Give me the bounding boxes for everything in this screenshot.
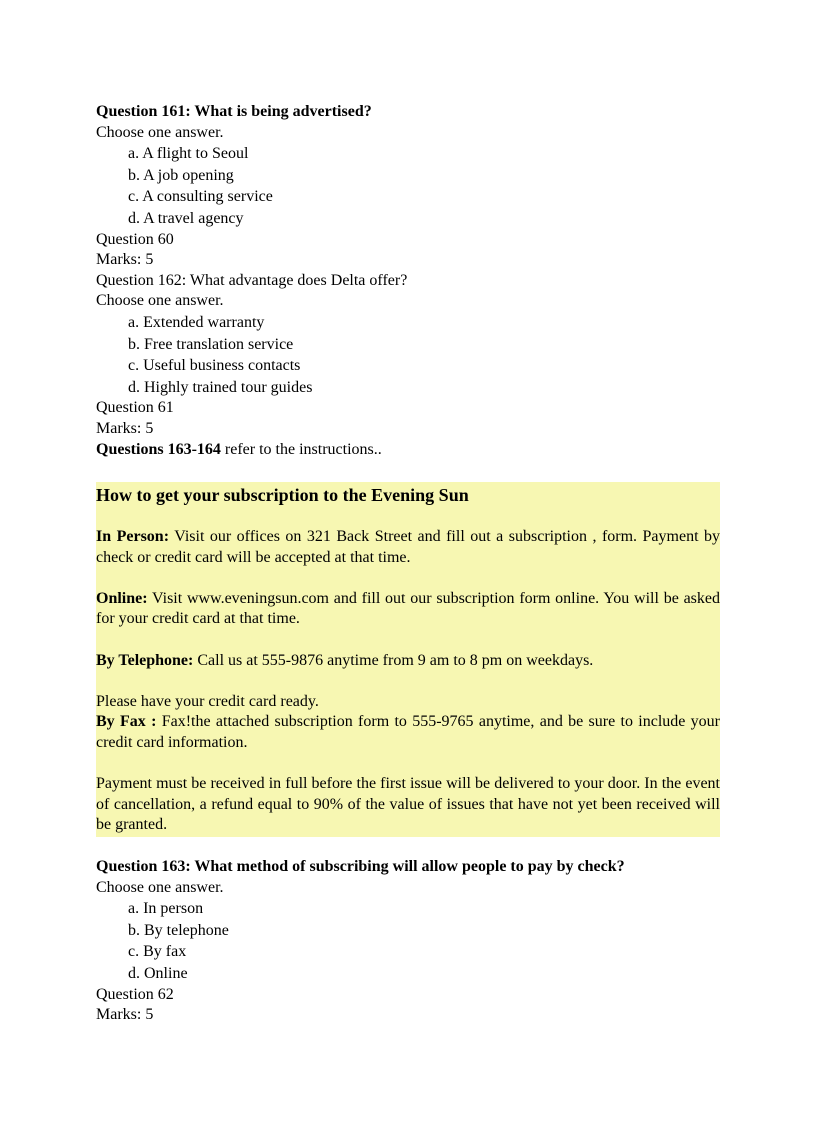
question-marks: Marks: 5 bbox=[96, 1006, 154, 1024]
payment-paragraph: Payment must be received in full before the first issue will be delivered to your door. In the event of cancellation, a refund equal to 90% of the value of issues that have not yet been received will be granted. bbox=[96, 775, 720, 834]
question-title: Question 162: What advantage does Delta offer? bbox=[96, 271, 408, 289]
question-instruction: Choose one answer. bbox=[96, 123, 224, 141]
answer-option-d[interactable]: d. Online bbox=[128, 964, 188, 982]
refer-question-range: Questions 163-164 bbox=[96, 440, 221, 458]
answer-option-c[interactable]: c. A consulting service bbox=[128, 188, 273, 206]
question-title: Question 163: What method of subscribing will allow people to pay by check? bbox=[96, 858, 625, 875]
answer-option-d[interactable]: d. A travel agency bbox=[128, 209, 244, 227]
answer-option-b[interactable]: b. Free translation service bbox=[128, 335, 294, 353]
telephone-text: Call us at 555-9876 anytime from 9 am to 8 pm on weekdays. bbox=[193, 651, 594, 669]
question-161 bbox=[96, 102, 720, 271]
answer-option-b[interactable]: b. A job opening bbox=[128, 166, 234, 184]
question-163 bbox=[96, 857, 720, 1026]
passage-title: How to get your subscription to the Evening Sun bbox=[96, 485, 469, 506]
answer-option-a[interactable]: a. A flight to Seoul bbox=[128, 145, 249, 163]
question-number: Question 60 bbox=[96, 230, 174, 248]
answer-option-d[interactable]: d. Highly trained tour guides bbox=[128, 378, 313, 396]
fax-text: Fax!the attached subscription form to 555-9765 anytime, and be sure to include your credit card information. bbox=[96, 713, 720, 752]
online-paragraph bbox=[96, 589, 720, 630]
answer-option-a[interactable]: a. In person bbox=[128, 900, 204, 918]
telephone-label: By Telephone: bbox=[96, 651, 194, 669]
fax-label: By Fax : bbox=[96, 713, 157, 731]
subscription-passage bbox=[96, 482, 720, 837]
question-instruction: Choose one answer. bbox=[96, 292, 224, 310]
online-text: Visit www.eveningsun.com and fill out our subscription form online. You will be asked for your credit card at that time. bbox=[96, 589, 720, 628]
answer-option-c[interactable]: c. Useful business contacts bbox=[128, 357, 301, 375]
question-title: Question 161: What is being advertised? bbox=[96, 103, 372, 120]
answer-option-c[interactable]: c. By fax bbox=[128, 943, 187, 961]
question-number: Question 61 bbox=[96, 399, 174, 417]
credit-card-note: Please have your credit card ready. bbox=[96, 692, 319, 710]
question-number: Question 62 bbox=[96, 985, 174, 1003]
answer-option-a[interactable]: a. Extended warranty bbox=[128, 313, 265, 331]
in-person-label: In Person: bbox=[96, 528, 170, 546]
document-page bbox=[96, 102, 720, 1026]
telephone-paragraph bbox=[96, 651, 720, 672]
refer-text: refer to the instructions.. bbox=[220, 440, 382, 458]
answer-option-b[interactable]: b. By telephone bbox=[128, 921, 229, 939]
question-instruction: Choose one answer. bbox=[96, 878, 224, 896]
fax-paragraph bbox=[96, 712, 720, 753]
in-person-paragraph bbox=[96, 527, 720, 568]
in-person-text: Visit our offices on 321 Back Street and fill out a subscription , form. Payment by check or credit card will be accepted at that time. bbox=[96, 528, 720, 566]
question-marks: Marks: 5 bbox=[96, 419, 154, 437]
question-162 bbox=[96, 271, 720, 440]
question-marks: Marks: 5 bbox=[96, 251, 154, 269]
online-label: Online: bbox=[96, 589, 148, 607]
refer-instructions bbox=[96, 440, 720, 461]
